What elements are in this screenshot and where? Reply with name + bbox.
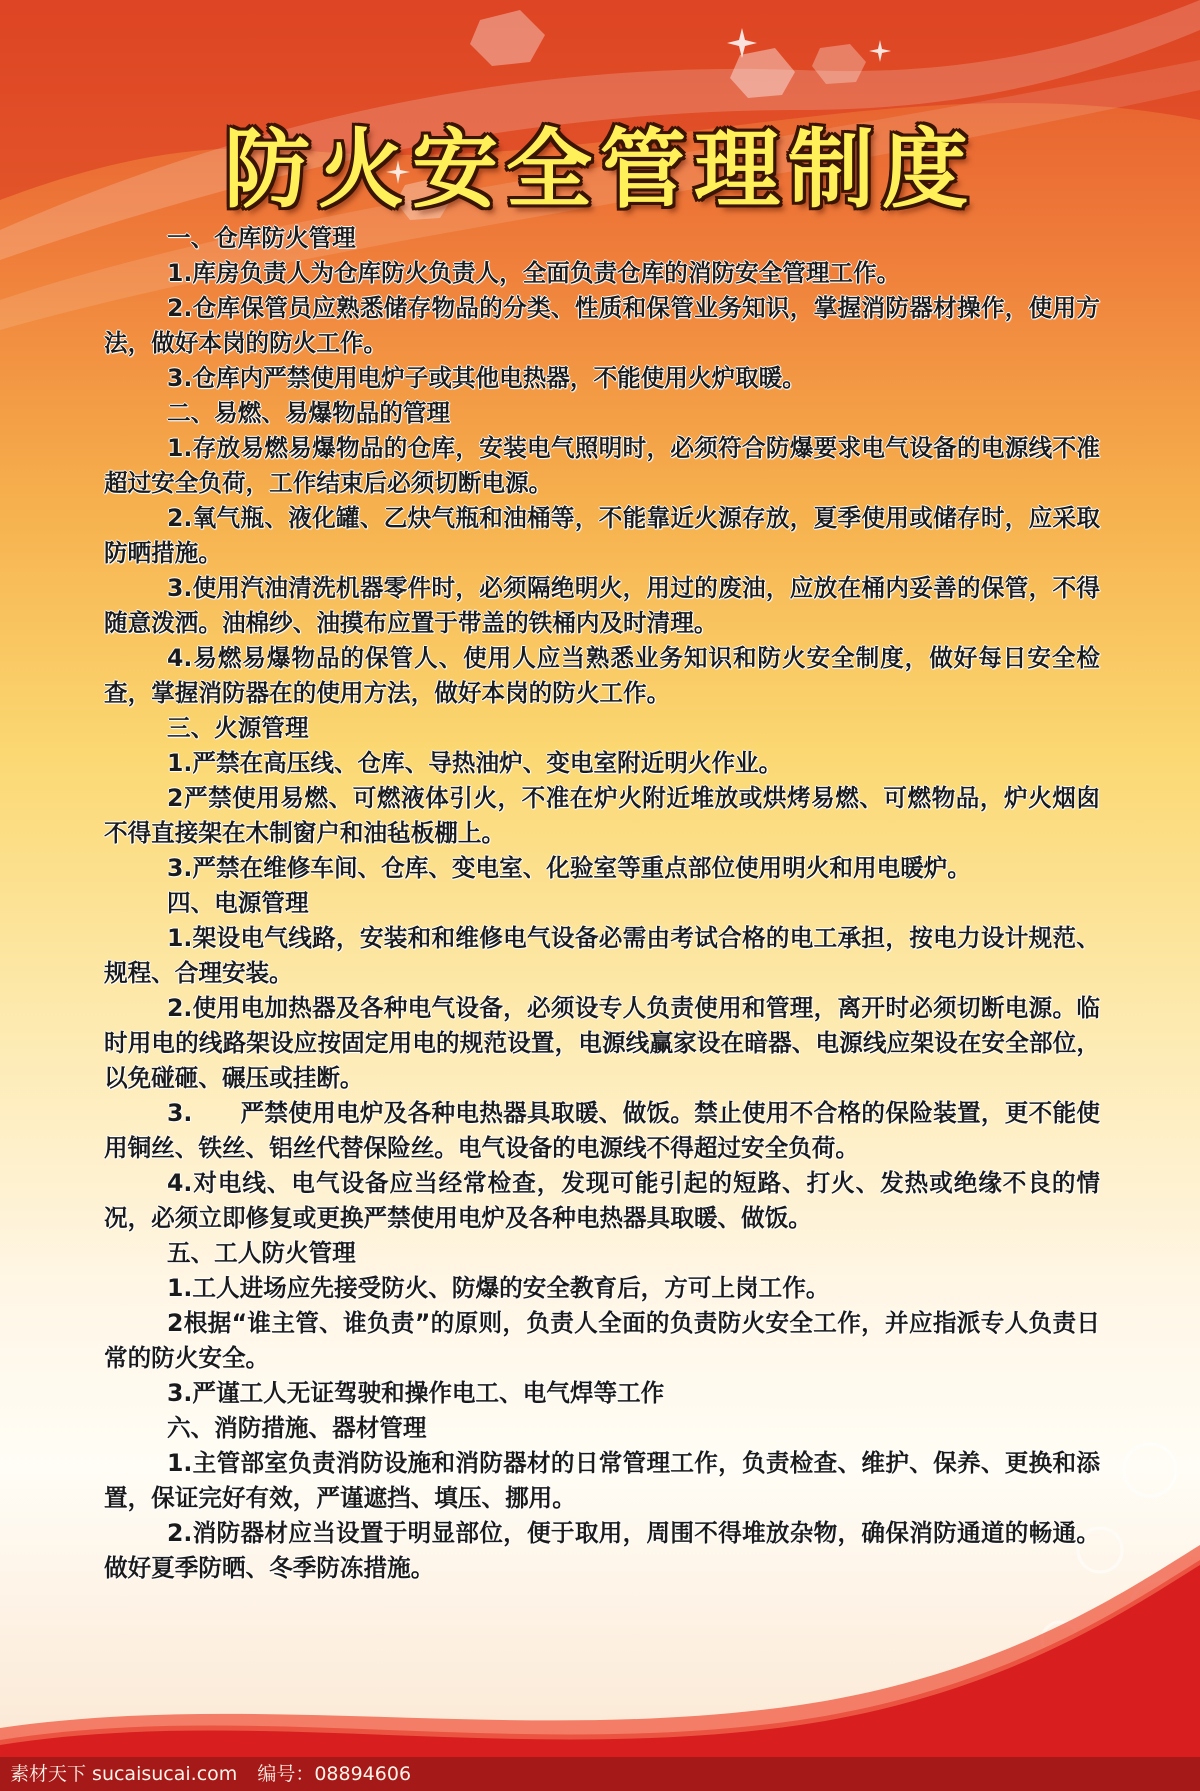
- regulation-content: [104, 221, 1100, 1586]
- section-1: [104, 221, 1100, 396]
- section-heading: 三、火源管理: [167, 714, 309, 742]
- clause: 2根据“谁主管、谁负责”的原则，负责人全面的负责防火安全工作，并应指派专人负责日常的防火安全。: [104, 1309, 1100, 1372]
- watermark-site: 素材天下 sucaisucai.com: [10, 1763, 238, 1785]
- clause: 1.严禁在高压线、仓库、导热油炉、变电室附近明火作业。: [167, 749, 783, 777]
- poster-title: 防火安全管理制度: [224, 119, 976, 220]
- clause: 4.对电线、电气设备应当经常检查，发现可能引起的短路、打火、发热或绝缘不良的情况，必须立即修复或更换严禁使用电炉及各种电热器具取暖、做饭。: [104, 1169, 1100, 1232]
- section-heading: 二、易燃、易爆物品的管理: [167, 399, 451, 427]
- section-heading: 六、消防措施、器材管理: [167, 1414, 427, 1442]
- watermark-id: 编号：08894606: [257, 1763, 412, 1785]
- watermark-bar: [0, 1757, 1200, 1791]
- clause: 2严禁使用易燃、可燃液体引火，不准在炉火附近堆放或烘烤易燃、可燃物品，炉火烟囱不得直接架在木制窗户和油毡板棚上。: [104, 784, 1100, 847]
- clause: 3.仓库内严禁使用电炉子或其他电热器，不能使用火炉取暖。: [167, 364, 806, 392]
- clause: 3.使用汽油清洗机器零件时，必须隔绝明火，用过的废油，应放在桶内妥善的保管，不得随意泼洒。油棉纱、油摸布应置于带盖的铁桶内及时清理。: [104, 574, 1100, 637]
- clause: 2.使用电加热器及各种电气设备，必须设专人负责使用和管理，离开时必须切断电源。临时用电的线路架设应按固定用电的规范设置，电源线赢家设在暗器、电源线应架设在安全部位，以免碰砸、碾压或挂断。: [104, 994, 1100, 1092]
- clause: 2.仓库保管员应熟悉储存物品的分类、性质和保管业务知识，掌握消防器材操作，使用方法，做好本岗的防火工作。: [104, 294, 1100, 357]
- clause: 1.工人进场应先接受防火、防爆的安全教育后，方可上岗工作。: [167, 1274, 830, 1302]
- clause: 3. 严禁使用电炉及各种电热器具取暖、做饭。禁止使用不合格的保险装置，更不能使用铜丝、铁丝、铝丝代替保险丝。电气设备的电源线不得超过安全负荷。: [104, 1099, 1100, 1162]
- section-6: [104, 1411, 1100, 1586]
- clause: 1.库房负责人为仓库防火负责人，全面负责仓库的消防安全管理工作。: [167, 259, 901, 287]
- clause: 3.严禁在维修车间、仓库、变电室、化验室等重点部位使用明火和用电暖炉。: [167, 854, 971, 882]
- section-4: [104, 886, 1100, 1236]
- section-2: [104, 396, 1100, 711]
- clause: 2.氧气瓶、液化罐、乙炔气瓶和油桶等，不能靠近火源存放，夏季使用或储存时，应采取防晒措施。: [104, 504, 1100, 567]
- section-5: [104, 1236, 1100, 1411]
- clause: 4.易燃易爆物品的保管人、使用人应当熟悉业务知识和防火安全制度，做好每日安全检查，掌握消防器在的使用方法，做好本岗的防火工作。: [104, 644, 1100, 707]
- clause: 1.存放易燃易爆物品的仓库，安装电气照明时，必须符合防爆要求电气设备的电源线不准超过安全负荷，工作结束后必须切断电源。: [104, 434, 1100, 497]
- clause: 1.主管部室负责消防设施和消防器材的日常管理工作，负责检查、维护、保养、更换和添置，保证完好有效，严谨遮挡、填压、挪用。: [104, 1449, 1100, 1512]
- section-heading: 一、仓库防火管理: [167, 224, 356, 252]
- clause: 1.架设电气线路，安装和和维修电气设备必需由考试合格的电工承担，按电力设计规范、规程、合理安装。: [104, 924, 1100, 987]
- section-3: [104, 711, 1100, 886]
- clause: 2.消防器材应当设置于明显部位，便于取用，周围不得堆放杂物，确保消防通道的畅通。做好夏季防晒、冬季防冻措施。: [104, 1519, 1100, 1582]
- section-heading: 五、工人防火管理: [167, 1239, 356, 1267]
- section-heading: 四、电源管理: [167, 889, 309, 917]
- clause: 3.严谨工人无证驾驶和操作电工、电气焊等工作: [167, 1379, 665, 1407]
